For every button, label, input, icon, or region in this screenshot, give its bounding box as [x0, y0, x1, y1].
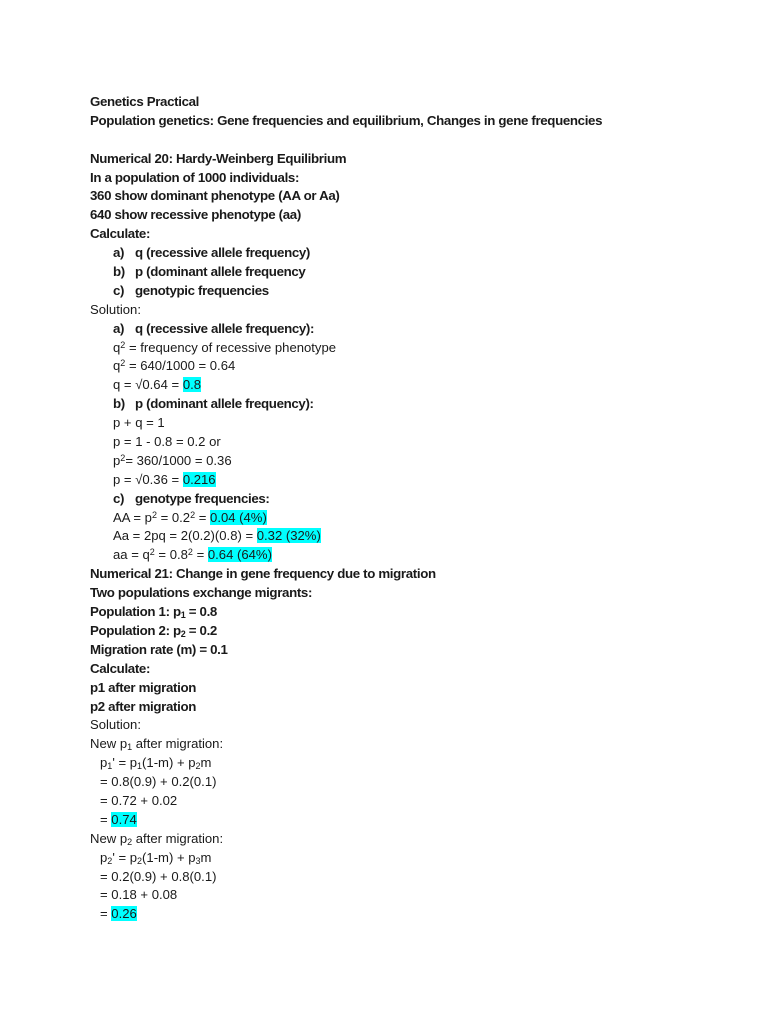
- blank-line: [90, 131, 750, 150]
- solution-step-heading: [90, 735, 750, 754]
- question-item: p1 after migration: [90, 679, 197, 695]
- solution-part-heading: [90, 490, 750, 509]
- subscript: 2: [107, 855, 113, 866]
- equation-text: =: [100, 811, 112, 827]
- question-item-text: p (dominant allele frequency: [135, 264, 306, 280]
- question-item-label: b): [113, 264, 125, 280]
- solution-part-text: q (recessive allele frequency):: [135, 320, 315, 336]
- equation-text: New p: [90, 830, 128, 846]
- numerical-20-heading: Numerical 20: Hardy-Weinberg Equilibrium: [90, 150, 347, 166]
- equation-text: m: [200, 849, 212, 865]
- equation-line: = 0.8(0.9) + 0.2(0.1): [100, 774, 217, 790]
- problem-statement-line: [90, 603, 750, 622]
- solution-label: Solution:: [90, 717, 141, 733]
- equation-line: = 0.2(0.9) + 0.8(0.1): [100, 868, 217, 884]
- equation-text: New p: [90, 736, 128, 752]
- question-item: [90, 282, 750, 301]
- calculate-label: Calculate:: [90, 660, 151, 676]
- equation-text: = 640/1000 = 0.64: [125, 358, 236, 374]
- numerical-21-heading: Numerical 21: Change in gene frequency due to migration: [90, 566, 436, 582]
- equation-text: p = √0.36 =: [113, 471, 183, 487]
- problem-statement-line: Two populations exchange migrants:: [90, 585, 313, 601]
- equation-line: = 0.72 + 0.02: [100, 792, 178, 808]
- equation-text: =: [100, 906, 112, 922]
- subscript: 3: [195, 855, 201, 866]
- solution-part-text: p (dominant allele frequency):: [135, 396, 314, 412]
- question-item: p2 after migration: [90, 698, 197, 714]
- highlighted-answer: 0.216: [182, 471, 216, 487]
- question-item-text: genotypic frequencies: [135, 282, 269, 298]
- doc-title: Genetics Practical: [90, 94, 200, 109]
- highlighted-answer: 0.74: [111, 811, 137, 827]
- question-item-text: q (recessive allele frequency): [135, 245, 311, 261]
- equation-line: = 0.18 + 0.08: [100, 887, 178, 903]
- equation-line: [90, 905, 750, 924]
- equation-line: [90, 546, 750, 565]
- equation-line: p + q = 1: [113, 415, 165, 431]
- equation-text: p: [100, 755, 108, 771]
- highlighted-answer: 0.8: [182, 377, 202, 393]
- equation-line: [90, 527, 750, 546]
- calculate-label: Calculate:: [90, 226, 151, 242]
- equation-line: p = 1 - 0.8 = 0.2 or: [113, 434, 221, 450]
- document-page: [90, 93, 750, 924]
- equation-text: =: [192, 547, 208, 563]
- question-item-label: c): [113, 282, 125, 298]
- equation-text: q: [113, 358, 121, 374]
- equation-text: m: [200, 755, 212, 771]
- highlighted-answer: 0.26: [111, 906, 137, 922]
- equation-text: Aa = 2pq = 2(0.2)(0.8) =: [113, 528, 257, 544]
- subscript: 1: [137, 761, 143, 772]
- equation-text: = 0.2: [156, 509, 191, 525]
- equation-text: after migration:: [132, 830, 224, 846]
- equation-line: [90, 509, 750, 528]
- solution-label: Solution:: [90, 301, 141, 317]
- subscript: 2: [137, 855, 143, 866]
- equation-text: Population 2: p: [90, 622, 181, 638]
- problem-statement-line: Migration rate (m) = 0.1: [90, 641, 228, 657]
- equation-text: q = √0.64 =: [113, 377, 183, 393]
- highlighted-answer: 0.32 (32%): [256, 528, 321, 544]
- equation-text: p: [113, 452, 121, 468]
- highlighted-answer: 0.64 (64%): [207, 547, 272, 563]
- equation-text: =: [195, 509, 211, 525]
- superscript: 2: [187, 547, 193, 558]
- superscript: 2: [120, 452, 126, 463]
- equation-text: Population 1: p: [90, 604, 181, 620]
- subscript: 1: [180, 610, 186, 621]
- equation-text: (1-m) + p: [142, 849, 196, 865]
- solution-part-label: b): [113, 396, 125, 412]
- equation-text: (1-m) + p: [142, 755, 196, 771]
- question-item: [90, 244, 750, 263]
- equation-text: = 0.2: [185, 622, 217, 638]
- equation-text: = 0.8: [154, 547, 188, 563]
- solution-part-heading: [90, 320, 750, 339]
- equation-text: = frequency of recessive phenotype: [125, 339, 337, 355]
- equation-line: [90, 339, 750, 358]
- question-item: [90, 263, 750, 282]
- equation-line: [90, 357, 750, 376]
- doc-subtitle: Population genetics: Gene frequencies and equilibrium, Changes in gene frequencies: [90, 112, 603, 128]
- equation-line: [90, 376, 750, 395]
- equation-line: [90, 754, 750, 773]
- subscript: 2: [127, 836, 133, 847]
- question-item-label: a): [113, 245, 125, 261]
- equation-line: [90, 811, 750, 830]
- subscript: 1: [107, 761, 113, 772]
- subscript: 2: [195, 761, 201, 772]
- subscript: 1: [127, 742, 133, 753]
- solution-part-text: genotype frequencies:: [135, 490, 270, 506]
- equation-line: [90, 849, 750, 868]
- subscript: 2: [180, 628, 186, 639]
- superscript: 2: [151, 509, 157, 520]
- equation-text: after migration:: [132, 736, 224, 752]
- equation-text: q: [113, 339, 121, 355]
- equation-text: ' = p: [112, 849, 138, 865]
- superscript: 2: [120, 339, 126, 350]
- equation-text: AA = p: [113, 509, 152, 525]
- problem-statement-line: 640 show recessive phenotype (aa): [90, 207, 301, 223]
- superscript: 2: [190, 509, 196, 520]
- solution-part-label: c): [113, 490, 125, 506]
- solution-part-label: a): [113, 320, 125, 336]
- equation-line: [90, 452, 750, 471]
- equation-text: ' = p: [112, 755, 138, 771]
- highlighted-answer: 0.04 (4%): [210, 509, 267, 525]
- problem-statement-line: In a population of 1000 individuals:: [90, 169, 300, 185]
- equation-line: [90, 471, 750, 490]
- superscript: 2: [120, 358, 126, 369]
- equation-text: = 0.8: [185, 604, 217, 620]
- equation-text: = 360/1000 = 0.36: [125, 452, 232, 468]
- equation-text: aa = q: [113, 547, 150, 563]
- problem-statement-line: 360 show dominant phenotype (AA or Aa): [90, 188, 340, 204]
- problem-statement-line: [90, 622, 750, 641]
- solution-part-heading: [90, 395, 750, 414]
- equation-text: p: [100, 849, 108, 865]
- solution-step-heading: [90, 830, 750, 849]
- superscript: 2: [149, 547, 155, 558]
